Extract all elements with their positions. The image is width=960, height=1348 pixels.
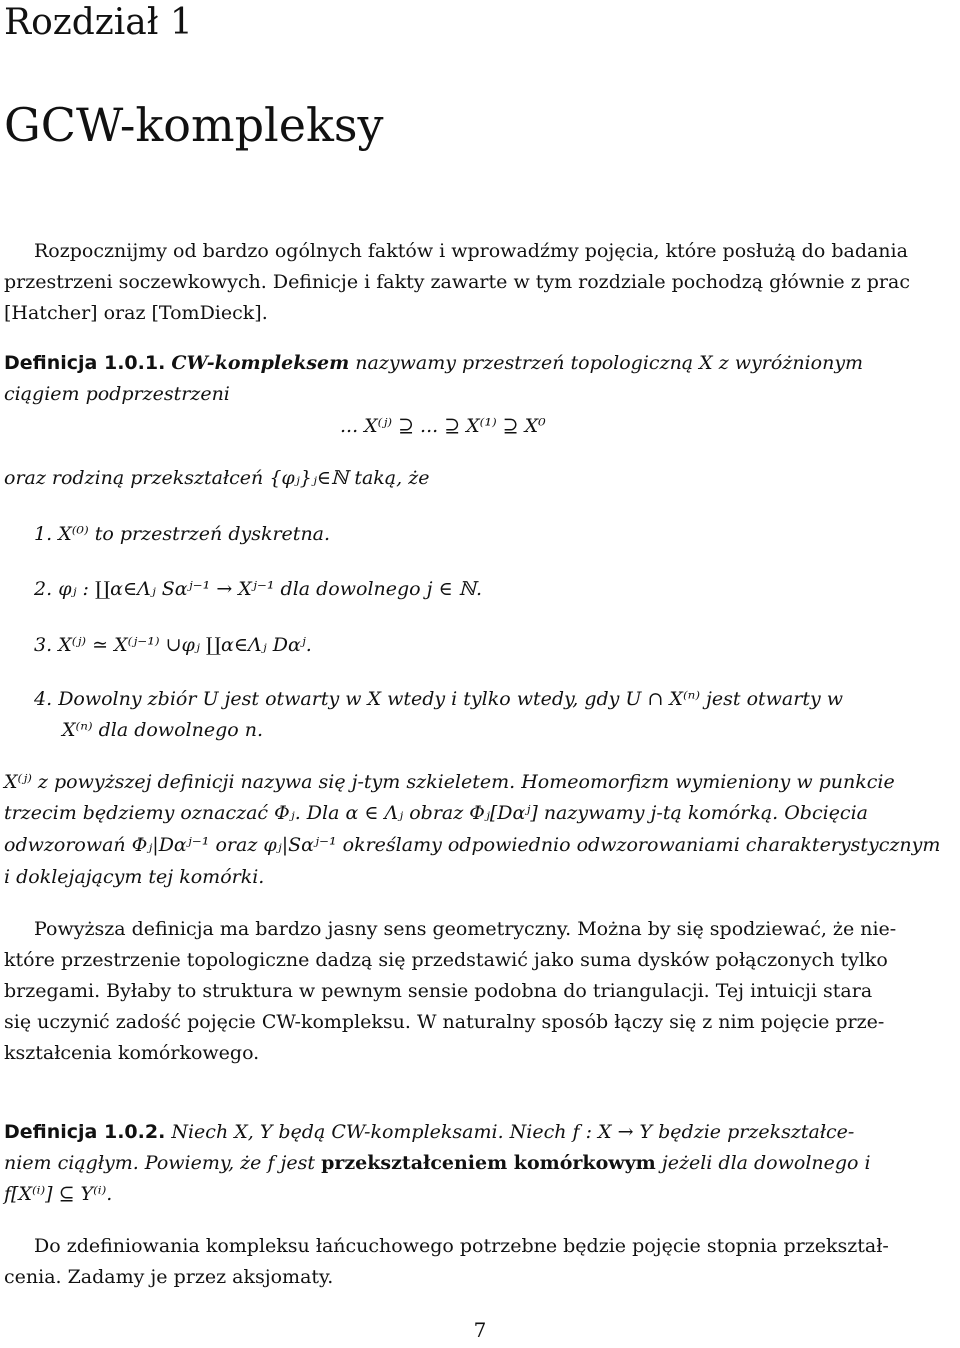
item-number: 1. xyxy=(34,523,53,545)
definition-1-label: Definicja 1.0.1. xyxy=(4,352,166,374)
item-text: X⁽ʲ⁾ ≃ X⁽ʲ⁻¹⁾ ∪φⱼ ∐α∈Λⱼ Dαʲ. xyxy=(58,634,312,656)
definition-1-text-3: oraz rodziną przekształceń {φⱼ}ⱼ∈ℕ taką, że xyxy=(4,467,430,489)
definition-2-line-3: f[X⁽ⁱ⁾] ⊆ Y⁽ⁱ⁾. xyxy=(4,1183,113,1205)
item-number: 3. xyxy=(34,634,53,656)
definition-2-line-2 xyxy=(4,1152,871,1174)
definition-1-item-1 xyxy=(34,523,330,545)
chapter-label: Rozdział 1 xyxy=(4,2,193,43)
paragraph-3-line-1: Do zdefiniowania kompleksu łańcuchowego potrzebne będzie pojęcie stopnia przekształ- xyxy=(34,1235,889,1257)
definition-1-chain: ... X⁽ʲ⁾ ⊇ ... ⊇ X⁽¹⁾ ⊇ X⁰ xyxy=(340,415,546,437)
intro-line-3: [Hatcher] oraz [TomDieck]. xyxy=(4,302,268,324)
item-number: 2. xyxy=(34,578,53,600)
page-number: 7 xyxy=(473,1318,487,1342)
item-text: Dowolny zbiór U jest otwarty w X wtedy i tylko wtedy, gdy U ∩ X⁽ⁿ⁾ jest otwarty w xyxy=(58,688,844,710)
item-text: X⁽⁰⁾ to przestrzeń dyskretna. xyxy=(58,523,331,545)
definition-1-term: CW-kompleksem xyxy=(171,352,350,374)
definition-1-after-3: odwzorowań Φⱼ|Dαʲ⁻¹ oraz φⱼ|Sαʲ⁻¹ określamy odpowiednio odwzorowaniami charakterystycznym xyxy=(4,834,941,856)
definition-1-after-1: X⁽ʲ⁾ z powyższej definicji nazywa się j-tym szkieletem. Homeomorfizm wymieniony w punkcie xyxy=(4,771,895,793)
definition-2-line-1 xyxy=(4,1121,854,1143)
item-text: φⱼ : ∐α∈Λⱼ Sαʲ⁻¹ → Xʲ⁻¹ dla dowolnego j ∈ ℕ. xyxy=(58,578,483,600)
intro-line-1: Rozpocznijmy od bardzo ogólnych faktów i wprowadźmy pojęcia, które posłużą do badania xyxy=(34,240,908,262)
definition-2-text-1: Niech X, Y będą CW-kompleksami. Niech f : X → Y będzie przekształce- xyxy=(165,1121,855,1143)
definition-1-item-2 xyxy=(34,578,482,600)
chapter-title: GCW-kompleksy xyxy=(4,98,384,152)
definition-1-item-4-cont: X⁽ⁿ⁾ dla dowolnego n. xyxy=(62,719,263,741)
paragraph-2-line-1: Powyższa definicja ma bardzo jasny sens geometryczny. Można by się spodziewać, że nie- xyxy=(34,918,897,940)
definition-1-text-2: ciągiem podprzestrzeni xyxy=(4,383,230,405)
definition-1-after-2: trzecim będziemy oznaczać Φⱼ. Dla α ∈ Λⱼ obraz Φⱼ[Dαʲ] nazywamy j-tą komórką. Obcięcia xyxy=(4,802,868,824)
item-number: 4. xyxy=(34,688,53,710)
paragraph-2-line-2: które przestrzenie topologiczne dadzą się przedstawić jako suma dysków połączonych tylko xyxy=(4,949,888,971)
definition-2-term: przekształceniem komórkowym xyxy=(321,1152,656,1174)
definition-1-after-4: i doklejającym tej komórki. xyxy=(4,866,265,888)
definition-1-text-1: nazywamy przestrzeń topologiczną X z wyróżnionym xyxy=(349,352,864,374)
paragraph-3-line-2: cenia. Zadamy je przez aksjomaty. xyxy=(4,1266,334,1288)
paragraph-2-line-5: kształcenia komórkowego. xyxy=(4,1042,260,1064)
definition-1-line-1 xyxy=(4,352,863,374)
definition-1-item-4 xyxy=(34,688,843,710)
paragraph-2-line-4: się uczynić zadość pojęcie CW-kompleksu. W naturalny sposób łączy się z nim pojęcie prze- xyxy=(4,1011,885,1033)
definition-2-text-2a: niem ciągłym. Powiemy, że f jest xyxy=(4,1152,322,1174)
definition-2-text-2b: jeżeli dla dowolnego i xyxy=(655,1152,871,1174)
definition-2-label: Definicja 1.0.2. xyxy=(4,1121,166,1143)
intro-line-2: przestrzeni soczewkowych. Definicje i fakty zawarte w tym rozdziale pochodzą głównie z prac xyxy=(4,271,910,293)
definition-1-item-3 xyxy=(34,634,312,656)
paragraph-2-line-3: brzegami. Byłaby to struktura w pewnym sensie podobna do triangulacji. Tej intuicji stara xyxy=(4,980,873,1002)
